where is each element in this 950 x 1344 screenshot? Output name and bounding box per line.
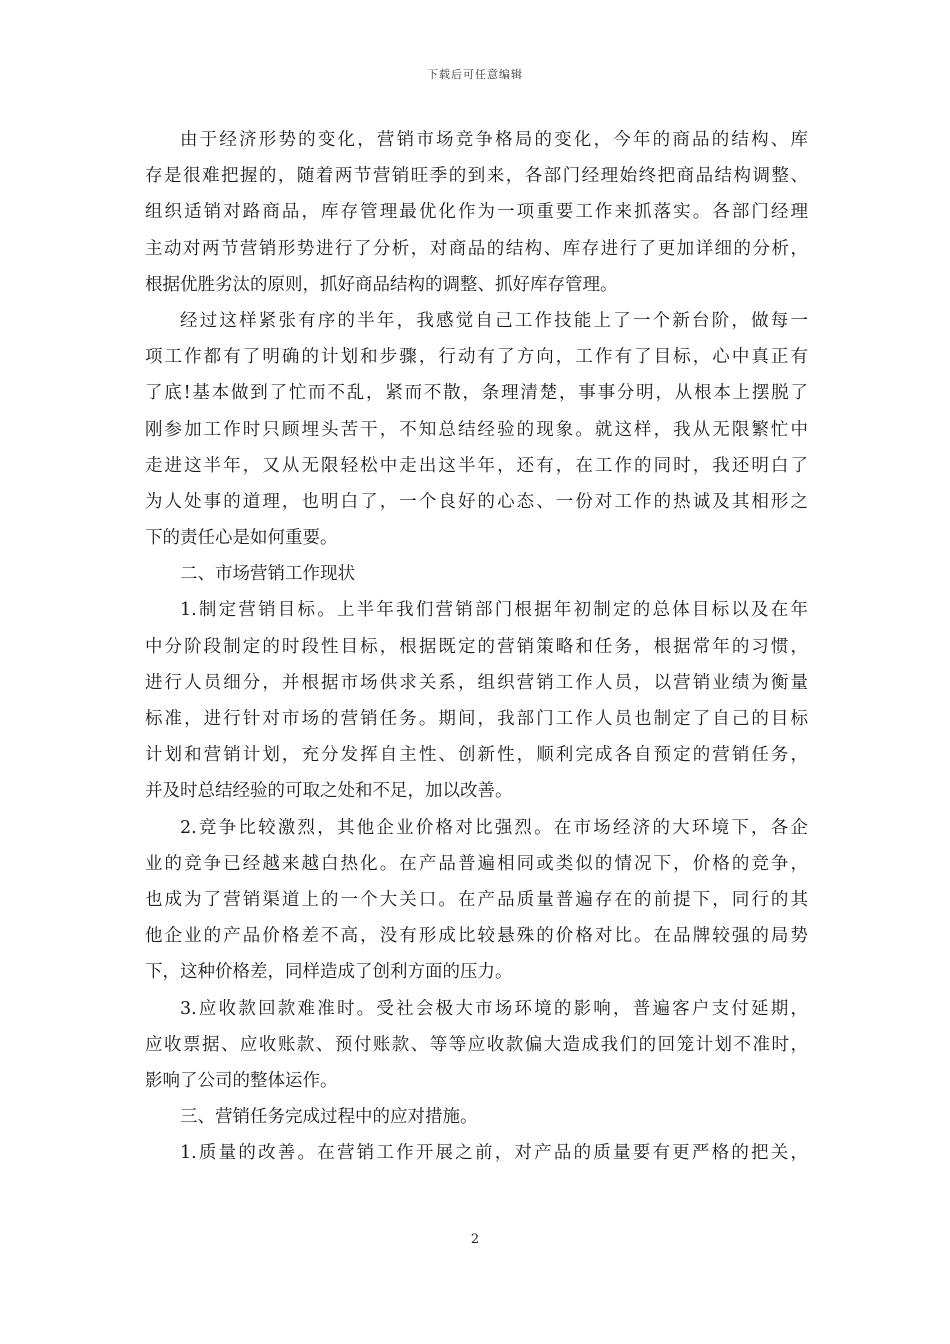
text-line: 经过这样紧张有序的半年，我感觉自己工作技能上了一个新台阶，做每一 xyxy=(180,310,808,331)
text-line: 影响了公司的整体运作。 xyxy=(145,1070,338,1091)
text-line: 主动对两节营销形势进行了分析，对商品的结构、库存进行了更加详细的分析， xyxy=(145,238,808,259)
text-line: 三、营销任务完成过程中的应对措施。 xyxy=(180,1107,478,1128)
text-line: 标准，进行针对市场的营销任务。期间，我部门工作人员也制定了自己的目标 xyxy=(145,709,808,729)
page-header: 下载后可任意编辑 xyxy=(427,68,523,81)
text-line: 他企业的产品价格差不高，没有形成比较悬殊的价格对比。在品牌较强的局势 xyxy=(145,926,808,947)
text-line: 刚参加工作时只顾埋头苦干，不知总结经验的现象。就这样，我从无限繁忙中 xyxy=(145,419,808,440)
text-line: 根据优胜劣汰的原则，抓好商品结构的调整、抓好库存管理。 xyxy=(145,274,618,295)
text-line: 二、市场营销工作现状 xyxy=(180,564,355,585)
text-line: 中分阶段制定的时段性目标，根据既定的营销策略和任务，根据常年的习惯， xyxy=(145,636,808,657)
text-line: 并及时总结经验的可取之处和不足，加以改善。 xyxy=(145,781,513,802)
text-line: 业的竞争已经越来越白热化。在产品普遍相同或类似的情况下，价格的竞争， xyxy=(145,853,808,874)
text-line: 计划和营销计划，充分发挥自主性、创新性，顺利完成各自预定的营销任务， xyxy=(145,745,808,766)
text-line: 为人处事的道理，也明白了，一个良好的心态、一份对工作的热诚及其相形之 xyxy=(145,491,808,512)
text-line: 组织适销对路商品，库存管理最优化作为一项重要工作来抓落实。各部门经理 xyxy=(145,202,808,223)
text-line: 项工作都有了明确的计划和步骤，行动有了方向，工作有了目标，心中真正有 xyxy=(145,347,808,368)
document-body xyxy=(145,122,808,1171)
page-number: 2 xyxy=(470,1232,480,1247)
text-line: 下，这种价格差，同样造成了创利方面的压力。 xyxy=(145,962,513,983)
text-line: 2.竞争比较激烈，其他企业价格对比强烈。在市场经济的大环境下，各企 xyxy=(180,817,808,838)
text-line: 由于经济形势的变化，营销市场竞争格局的变化，今年的商品的结构、库 xyxy=(180,130,808,150)
text-line: 进行人员细分，并根据市场供求关系，组织营销工作人员，以营销业绩为衡量 xyxy=(145,672,808,693)
text-line: 1.质量的改善。在营销工作开展之前，对产品的质量要有更严格的把关， xyxy=(180,1143,808,1164)
text-line: 也成为了营销渠道上的一个大关口。在产品质量普遍存在的前提下，同行的其 xyxy=(145,889,808,910)
text-line: 走进这半年，又从无限轻松中走出这半年，还有，在工作的同时，我还明白了 xyxy=(145,455,808,476)
text-line: 1.制定营销目标。上半年我们营销部门根据年初制定的总体目标以及在年 xyxy=(180,600,808,621)
text-line: 应收票据、应收账款、预付账款、等等应收款偏大造成我们的回笼计划不准时， xyxy=(145,1034,808,1055)
text-line: 了底!基本做到了忙而不乱，紧而不散，条理清楚，事事分明，从根本上摆脱了 xyxy=(145,383,808,404)
text-line: 存是很难把握的，随着两节营销旺季的到来，各部门经理始终把商品结构调整、 xyxy=(145,166,808,187)
text-line: 3.应收款回款难准时。受社会极大市场环境的影响，普遍客户支付延期， xyxy=(180,998,808,1019)
text-line: 下的责任心是如何重要。 xyxy=(145,528,338,549)
